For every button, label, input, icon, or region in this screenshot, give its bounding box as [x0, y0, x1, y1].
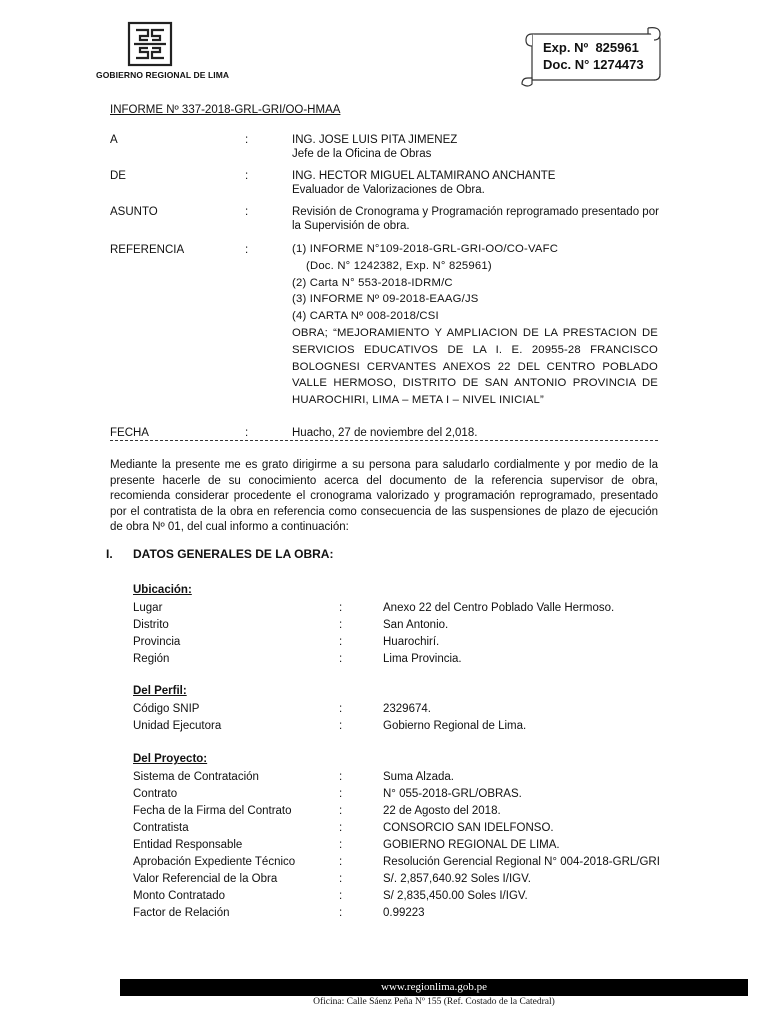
gobierno-regional-emblem-icon [126, 20, 174, 68]
row-label: Contrato [133, 788, 178, 800]
obra-line-last: HUAROCHIRI, LIMA – META I – NIVEL INICIAL” [292, 394, 544, 407]
a-name: ING. JOSE LUIS PITA JIMENEZ [292, 134, 458, 146]
table-row [133, 718, 673, 735]
row-label: Valor Referencial de la Obra [133, 873, 278, 885]
exp-label: Exp. Nº [543, 40, 589, 55]
referencia-item: (2) Carta N° 553-2018-IDRM/C [292, 276, 453, 289]
obra-line: SERVICIOS EDUCATIVOS DE LA I. E. 20955-28 FRANCISCO [292, 343, 658, 356]
proyecto-table [133, 769, 673, 922]
row-label: Código SNIP [133, 703, 200, 715]
row-colon: : [339, 839, 343, 851]
de-colon: : [245, 170, 249, 182]
row-value: Anexo 22 del Centro Poblado Valle Hermoso. [383, 602, 615, 614]
row-label: Sistema de Contratación [133, 771, 259, 783]
row-value: 22 de Agosto del 2018. [383, 805, 501, 817]
row-colon: : [339, 890, 343, 902]
row-label: Factor de Relación [133, 907, 230, 919]
row-label: Distrito [133, 619, 169, 631]
de-name: ING. HECTOR MIGUEL ALTAMIRANO ANCHANTE [292, 170, 556, 182]
row-value: N° 055-2018-GRL/OBRAS. [383, 788, 522, 800]
proyecto-heading: Del Proyecto: [133, 753, 208, 765]
row-colon: : [339, 771, 343, 783]
table-row [133, 837, 673, 854]
row-colon: : [339, 653, 343, 665]
row-label: Provincia [133, 636, 181, 648]
referencia-colon: : [245, 244, 249, 256]
obra-line: VALLE HERMOSO, DISTRITO DE SAN ANTONIO PROVINCIA DE [292, 377, 658, 390]
referencia-item: (Doc. N° 1242382, Exp. N° 825961) [306, 259, 492, 272]
de-label: DE [110, 170, 126, 182]
row-colon: : [339, 822, 343, 834]
table-row [133, 600, 673, 617]
row-colon: : [339, 602, 343, 614]
row-colon: : [339, 805, 343, 817]
asunto-line-1: Revisión de Cronograma y Programación reprogramado presentado por [292, 206, 659, 218]
row-value: Gobierno Regional de Lima. [383, 720, 527, 732]
row-value: 0.99223 [383, 907, 425, 919]
table-row [133, 871, 673, 888]
table-row [133, 905, 673, 922]
a-role: Jefe de la Oficina de Obras [292, 148, 432, 160]
table-row [133, 888, 673, 905]
footer-url[interactable]: www.regionlima.gob.pe [381, 981, 487, 993]
referencia-item: (1) INFORME N°109-2018-GRL-GRI-OO/CO-VAFC [292, 243, 559, 255]
row-value: CONSORCIO SAN IDELFONSO. [383, 822, 554, 834]
table-row [133, 634, 673, 651]
referencia-list [292, 241, 658, 409]
row-value: Lima Provincia. [383, 653, 462, 665]
row-colon: : [339, 636, 343, 648]
perfil-heading: Del Perfil: [133, 685, 187, 697]
exp-number: 825961 [595, 40, 639, 55]
row-value: San Antonio. [383, 619, 449, 631]
row-colon: : [339, 703, 343, 715]
table-row [133, 651, 673, 668]
body-paragraph: Mediante la presente me es grato dirigirme a su persona para saludarlo cordialmente y por medio de la presente hacerle de su conocimiento acerca del documento de la referencia supervisor de obra, recomienda considerar procedente el cronograma valorizado y programación reprogramado, presentado por el contratista de la obra en referencia como consecuencia de las suspensiones de plazo de ejecución de obra Nº 01, del cual informo a continuación: [110, 459, 658, 534]
table-row [133, 854, 673, 871]
doc-label: Doc. N° [543, 57, 590, 72]
section-title: DATOS GENERALES DE LA OBRA: [133, 547, 334, 561]
row-value: Resolución Gerencial Regional N° 004-2018-GRL/GRI [383, 856, 660, 868]
asunto-label: ASUNTO [110, 206, 158, 218]
table-row [133, 803, 673, 820]
row-label: Unidad Ejecutora [133, 720, 222, 732]
fecha-label: FECHA [110, 427, 149, 439]
fecha-value: Huacho, 27 de noviembre del 2,018. [292, 427, 478, 439]
row-colon: : [339, 788, 343, 800]
referencia-label: REFERENCIA [110, 244, 185, 256]
row-value: Suma Alzada. [383, 771, 454, 783]
expediente-stamp [518, 26, 664, 88]
table-row [133, 701, 673, 718]
row-label: Región [133, 653, 170, 665]
a-label: A [110, 134, 118, 146]
row-colon: : [339, 907, 343, 919]
fecha-colon: : [245, 427, 249, 439]
table-row [133, 617, 673, 634]
table-row [133, 786, 673, 803]
row-label: Fecha de la Firma del Contrato [133, 805, 292, 817]
row-value: GOBIERNO REGIONAL DE LIMA. [383, 839, 560, 851]
doc-number: 1274473 [593, 57, 644, 72]
row-colon: : [339, 856, 343, 868]
row-value: S/. 2,857,640.92 Soles I/IGV. [383, 873, 531, 885]
informe-title: INFORME Nº 337-2018-GRL-GRI/OO-HMAA [110, 104, 341, 116]
header-divider [110, 440, 658, 441]
referencia-item: (4) CARTA Nº 008-2018/CSI [292, 310, 439, 323]
obra-line: OBRA; “MEJORAMIENTO Y AMPLIACION DE LA PRESTACION DE [292, 326, 658, 339]
doc-number-line [543, 57, 644, 72]
a-colon: : [245, 134, 249, 146]
table-row [133, 820, 673, 837]
row-label: Entidad Responsable [133, 839, 243, 851]
footer-address: Oficina: Calle Sáenz Peña Nº 155 (Ref. Costado de la Catedral) [313, 997, 555, 1007]
ubicacion-table [133, 600, 673, 668]
row-label: Monto Contratado [133, 890, 226, 902]
row-label: Contratista [133, 822, 189, 834]
row-value: 2329674. [383, 703, 431, 715]
referencia-item: (3) INFORME Nº 09-2018-EAAG/JS [292, 293, 479, 306]
row-colon: : [339, 873, 343, 885]
section-number: I. [106, 547, 113, 561]
row-colon: : [339, 720, 343, 732]
row-label: Aprobación Expediente Técnico [133, 856, 296, 868]
logo-text: GOBIERNO REGIONAL DE LIMA [96, 70, 230, 80]
asunto-line-2: la Supervisión de obra. [292, 220, 410, 232]
row-label: Lugar [133, 602, 163, 614]
exp-number-line [543, 40, 639, 55]
asunto-colon: : [245, 206, 249, 218]
row-value: Huarochirí. [383, 636, 440, 648]
table-row [133, 769, 673, 786]
perfil-table [133, 701, 673, 735]
row-colon: : [339, 619, 343, 631]
row-value: S/ 2,835,450.00 Soles I/IGV. [383, 890, 528, 902]
obra-line: BOLOGNESI CERVANTES ANEXOS 22 DEL CENTRO POBLADO [292, 360, 658, 373]
ubicacion-heading: Ubicación: [133, 584, 192, 596]
de-role: Evaluador de Valorizaciones de Obra. [292, 184, 485, 196]
